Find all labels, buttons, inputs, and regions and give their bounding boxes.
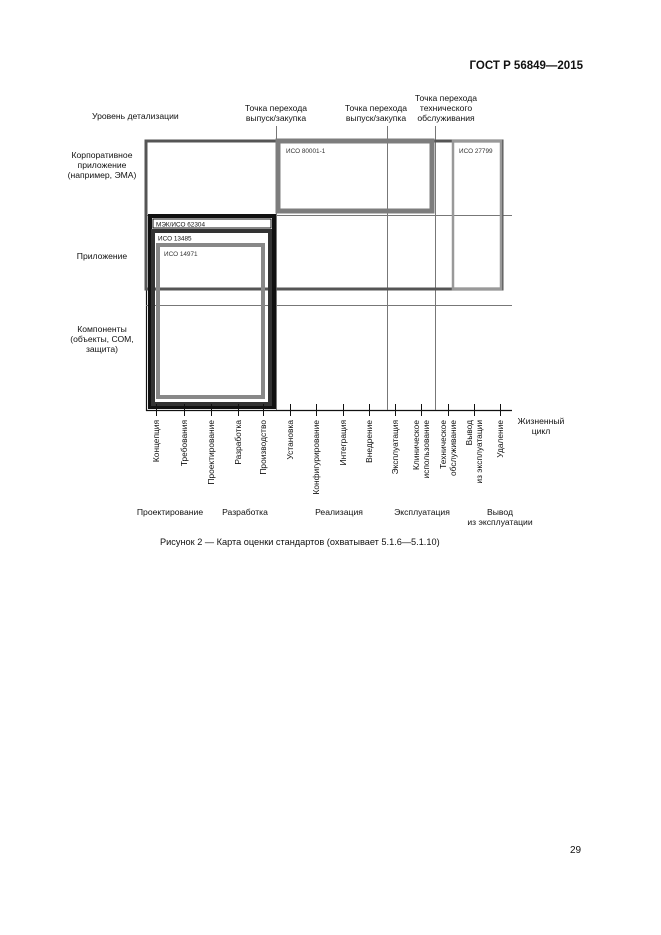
page-number: 29 xyxy=(570,845,582,856)
level-label-application: Приложение xyxy=(76,251,128,261)
stage-label: Клиническое использование xyxy=(411,420,431,479)
stage-label: Внедрение xyxy=(364,420,374,463)
stage-label: Проектирование xyxy=(206,420,216,485)
stage-label: Требования xyxy=(179,420,189,467)
stage-label: Конфигурирование xyxy=(311,420,321,495)
stage-label: Интеграция xyxy=(338,420,348,466)
stage-label: Производство xyxy=(258,420,268,475)
transition-point-label: Точка перехода технического обслуживания xyxy=(414,93,478,123)
level-label-components: Компоненты (объекты, СОМ, защита) xyxy=(70,324,134,354)
standard-label-iso-27799: ИСО 27799 xyxy=(459,148,493,155)
phase-label: Эксплуатация xyxy=(394,507,450,517)
standard-label-iec-62304: МЭК/ИСО 62304 xyxy=(156,221,205,229)
stage-label: Концепция xyxy=(151,420,161,463)
phase-label: Проектирование xyxy=(136,507,204,517)
stage-label: Разработка xyxy=(233,420,243,465)
x-axis-title: Жизненный цикл xyxy=(517,416,565,436)
standard-label-iso-80001: ИСО 80001-1 xyxy=(286,148,326,155)
stage-label: Удаление xyxy=(495,420,505,458)
phase-label: Разработка xyxy=(222,507,268,517)
phase-label: Реализация xyxy=(315,507,363,517)
document-id: ГОСТ Р 56849—2015 xyxy=(469,60,583,72)
transition-point-label: Точка перехода выпуск/закупка xyxy=(244,103,308,123)
stage-label: Техническое обслуживание xyxy=(438,420,458,476)
level-label-enterprise: Корпоративное приложение (например, ЭМА) xyxy=(67,150,137,180)
stage-label: Эксплуатация xyxy=(390,420,400,475)
stage-label: Установка xyxy=(285,420,295,460)
stage-label: Вывод из эксплуатации xyxy=(464,420,484,484)
standard-label-iso-14971: ИСО 14971 xyxy=(164,251,198,258)
figure-caption: Рисунок 2 — Карта оценки стандартов (охватывает 5.1.6—5.1.10) xyxy=(160,537,440,547)
standard-label-iso-13485: ИСО 13485 xyxy=(158,235,192,243)
y-axis-title: Уровень детализации xyxy=(92,111,179,121)
standard-box-iso-14971 xyxy=(158,245,263,397)
phase-label: Вывод из эксплуатации xyxy=(467,507,533,527)
transition-point-label: Точка перехода выпуск/закупка xyxy=(344,103,408,123)
